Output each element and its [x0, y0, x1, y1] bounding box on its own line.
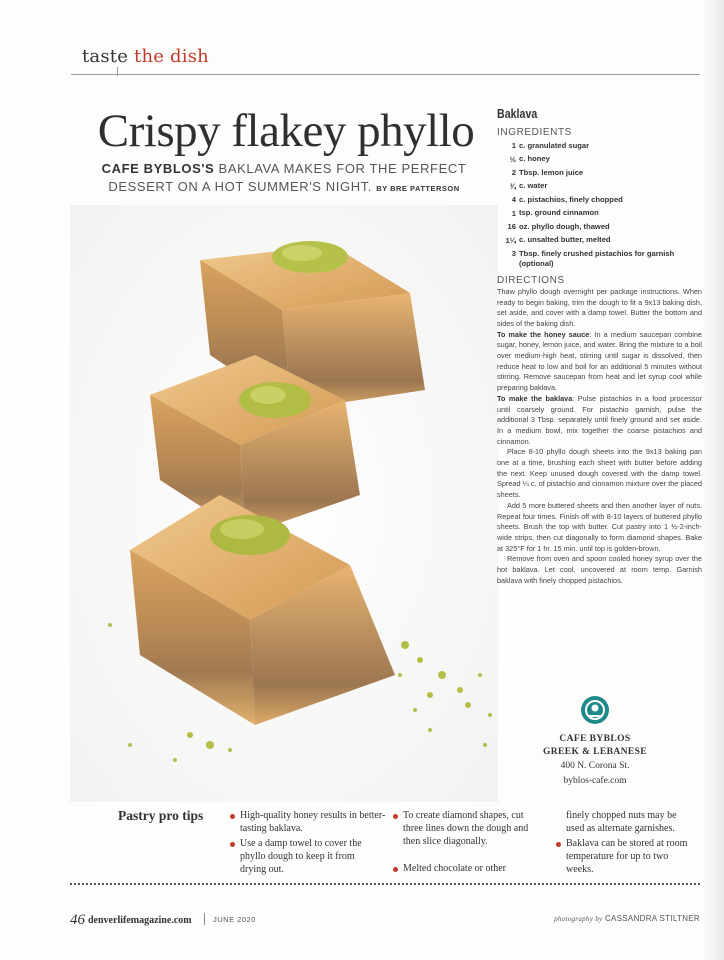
- ingredient-quantity: ½: [509, 154, 516, 164]
- syrup-text: : In a medium saucepan combine sugar, honey, lemon juice, and water. Bring the mixture to a boil over medium-high heat, stirring until sugar is dissolved, then reduce heat to low and boil for an additional 5 minutes without stirring. Remove saucepan from heat and let syrup cool while preparing baklava.: [497, 329, 702, 393]
- ingredient-name: c. pistachios, finely chopped: [519, 194, 623, 204]
- ingredient-quantity: ¾: [509, 181, 516, 191]
- tip-text: To create diamond shapes, cut three lines down the dough and then slice diagonally.: [403, 810, 529, 847]
- recipe-column: [497, 106, 702, 586]
- directions-layering: Place 8-10 phyllo dough sheets into the 9x13 baking pan one at a time, brushing each sheet with butter before adding the next. Keep unused dough covered with the damp towel. Spread ¼ c. of pistachio and cinnamon mixture over the placed sheets.: [497, 447, 702, 500]
- ingredient-name: tsp. ground cinnamon: [519, 208, 599, 218]
- bullet-icon: [393, 867, 398, 872]
- tip-item: [240, 810, 390, 836]
- ingredient-name: Tbsp. finely crushed pistachios for garnish (optional): [519, 248, 675, 268]
- cafe-address: 400 N. Corona St.: [560, 761, 630, 771]
- ingredient-item: [497, 139, 702, 153]
- ingredient-item: [497, 166, 702, 180]
- cafe-info: [540, 695, 650, 789]
- bullet-icon: [230, 842, 235, 847]
- subtitle-text: BAKLAVA MAKES FOR THE PERFECT DESSERT ON A HOT SUMMER'S NIGHT.: [108, 161, 467, 194]
- page-edge-shadow: [702, 0, 724, 960]
- baklava-photo: [70, 205, 498, 802]
- ingredient-name: Tbsp. lemon juice: [519, 167, 584, 177]
- header-rule: [71, 74, 700, 75]
- ingredient-name: oz. phyllo dough, thawed: [519, 221, 610, 231]
- ingredient-item: [497, 247, 702, 269]
- baklava-text: : Pulse pistachios in a food processor until coarsely ground. For pistachio garnish, pulse the additional 3 Tbsp. separately until finely ground and set aside. In a medium bowl, mix together the coarse pistachios and cinnamon.: [497, 393, 702, 446]
- ingredient-name: c. water: [519, 181, 548, 191]
- tip-text: Use a damp towel to cover the phyllo dough to keep it from drying out.: [240, 838, 362, 875]
- cafe-website[interactable]: byblos-cafe.com: [563, 776, 627, 786]
- ingredient-item: [497, 207, 702, 221]
- directions-intro: Thaw phyllo dough overnight per package instructions. When ready to begin baking, trim the dough to fit a 9x13 baking dish, set aside, and cover with a damp towel. Butter the bottom and sides of the baking dish.: [497, 286, 702, 328]
- footer-site: denverlifemagazine.com: [88, 915, 192, 926]
- ingredient-name: c. honey: [519, 154, 550, 164]
- tip-item: [240, 838, 375, 876]
- ingredients-list: [497, 139, 702, 269]
- footer-separator: [204, 913, 205, 925]
- bullet-icon: [393, 814, 398, 819]
- recipe-title: Baklava: [497, 106, 538, 121]
- tip-text: High-quality honey results in better-tasting baklava.: [240, 810, 386, 834]
- baklava-label: To make the baklava: [497, 393, 573, 403]
- section-accent: the dish: [134, 46, 209, 67]
- ingredient-quantity: 3: [511, 249, 516, 258]
- directions-finish: Remove from oven and spoon cooled honey syrup over the hot baklava. Let cool, uncovered at room temp. Garnish baklava with finely chopped pistachios.: [497, 554, 702, 585]
- ingredient-quantity: 4: [511, 195, 516, 204]
- ingredient-quantity: 1: [511, 141, 516, 150]
- tips-label: Pastry pro tips: [118, 808, 204, 823]
- directions-baking: Add 5 more buttered sheets and then another layer of nuts. Repeat four times. Finish off with 8-10 layers of buttered phyllo sheets. Brush the top with butter. Cut pastry into 1 ½-2-inch-wide strips, then cut diagonally to form diamond shapes. Bake at 325°F for 1 hr. 15 min. until top is golden-brown.: [497, 500, 702, 553]
- ingredient-name: c. unsalted butter, melted: [519, 235, 611, 245]
- directions-heading: DIRECTIONS: [497, 274, 565, 286]
- section-label: [82, 46, 209, 67]
- bullet-icon: [230, 814, 235, 819]
- bullet-icon: [556, 842, 561, 847]
- article-subtitle: [84, 160, 484, 198]
- page-number: 46: [70, 912, 85, 928]
- ingredient-quantity: 1: [511, 208, 516, 218]
- byline: BY BRE PATTERSON: [376, 184, 460, 193]
- tip-text: Baklava can be stored at room temperature for up to two weeks.: [566, 838, 688, 875]
- ingredient-quantity: 2: [511, 168, 516, 177]
- credit-name: CASSANDRA STILTNER: [604, 914, 700, 923]
- ingredient-item: [497, 153, 702, 167]
- ingredient-item: [497, 234, 702, 248]
- cafe-cuisine: GREEK & LEBANESE: [542, 747, 648, 757]
- cafe-logo-icon: [580, 695, 610, 725]
- directions-syrup: [497, 330, 702, 394]
- syrup-label: To make the honey sauce: [497, 329, 590, 339]
- tip-item: [566, 838, 696, 876]
- ingredient-quantity: 1¼: [505, 235, 516, 245]
- tip-text: Melted chocolate or other: [403, 863, 507, 874]
- subtitle-strong: CAFE BYBLOS'S: [101, 161, 215, 176]
- tip-item-continued: [566, 810, 696, 836]
- cafe-name: CAFE BYBLOS: [559, 734, 631, 744]
- section-prefix: taste: [82, 46, 129, 67]
- tip-item: [403, 810, 533, 848]
- ingredient-item: [497, 193, 702, 207]
- tip-item: [403, 863, 538, 876]
- directions-baklava: [497, 394, 702, 448]
- ingredients-heading: INGREDIENTS: [497, 127, 572, 138]
- ingredient-name: c. granulated sugar: [519, 140, 590, 150]
- tip-text: finely chopped nuts may be used as alternate garnishes.: [566, 810, 677, 834]
- credit-prefix: photography by: [554, 915, 603, 923]
- ingredient-item: [497, 220, 702, 234]
- photo-credit: [554, 914, 700, 923]
- directions-text: [497, 287, 702, 587]
- dotted-divider: [70, 883, 700, 885]
- article-title: Crispy flakey phyllo: [97, 105, 475, 157]
- ingredient-item: [497, 180, 702, 194]
- ingredient-quantity: 16: [507, 222, 516, 231]
- footer-date: JUNE 2020: [213, 915, 256, 924]
